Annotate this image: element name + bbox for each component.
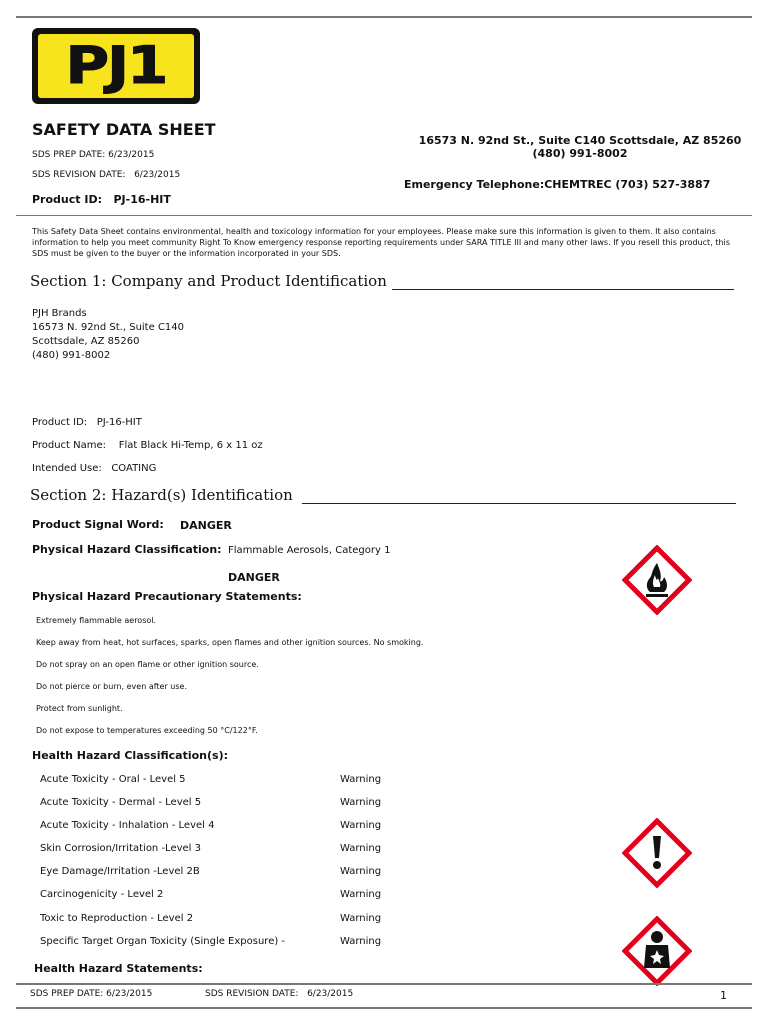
intro-text: This Safety Data Sheet contains environmental, health and toxicology information for your employees. Please make sure this information is given to them. It also contains information to help you meet community Right To Know emergency response reporting requirements under SARA TITLE III and many other laws. If you resell this product, this SDS must be given to the buyer or the information incorporated in your SDS. xyxy=(32,227,730,258)
header-product-id: Product ID: PJ-16-HIT xyxy=(32,193,171,206)
pj1-logo: PJ1 xyxy=(32,28,200,104)
health-class-word: Warning xyxy=(340,913,382,924)
health-class-name: Acute Toxicity - Oral - Level 5 xyxy=(40,774,186,785)
precautionary-label: Physical Hazard Precautionary Statements: xyxy=(32,590,302,603)
health-statements-label: Health Hazard Statements: xyxy=(34,962,203,975)
footer-rule xyxy=(16,983,752,985)
exclamation-pictogram-icon xyxy=(622,818,692,888)
section-2-line xyxy=(302,503,736,504)
health-class-word: Warning xyxy=(340,889,382,900)
health-class-name: Carcinogenicity - Level 2 xyxy=(40,889,164,900)
company-block: PJH Brands 16573 N. 92nd St., Suite C140 Scottsdale, AZ 85260 (480) 991-8002 xyxy=(32,308,185,361)
revision-date: SDS REVISION DATE: 6/23/2015 xyxy=(32,170,181,180)
health-class-label: Health Hazard Classification(s): xyxy=(32,749,229,762)
health-class-name: Specific Target Organ Toxicity (Single Exposure) - xyxy=(40,936,286,947)
product-name-row: Product Name: Flat Black Hi-Temp, 6 x 11 oz xyxy=(32,440,263,451)
footer-revision-date: SDS REVISION DATE: 6/23/2015 xyxy=(205,989,354,999)
precaution-5: Protect from sunlight. xyxy=(36,704,123,713)
physical-signal: DANGER xyxy=(228,571,280,584)
signal-word-value: DANGER xyxy=(180,519,232,532)
health-class-name: Acute Toxicity - Dermal - Level 5 xyxy=(40,797,202,808)
footer-prep-date: SDS PREP DATE: 6/23/2015 xyxy=(30,989,153,999)
health-class-word: Warning xyxy=(340,843,382,854)
health-class-word: Warning xyxy=(340,866,382,877)
physical-class-label: Physical Hazard Classification: xyxy=(32,543,222,556)
precaution-6: Do not expose to temperatures exceeding 50 °C/122°F. xyxy=(36,726,258,735)
health-class-name: Acute Toxicity - Inhalation - Level 4 xyxy=(40,820,215,831)
emergency-telephone: Emergency Telephone:CHEMTREC (703) 527-3887 xyxy=(404,178,711,191)
health-class-name: Eye Damage/Irritation -Level 2B xyxy=(40,866,200,877)
precaution-2: Keep away from heat, hot surfaces, sparks, open flames and other ignition sources. No smoking. xyxy=(36,638,424,647)
page-title: SAFETY DATA SHEET xyxy=(32,120,216,139)
health-class-word: Warning xyxy=(340,797,382,808)
section-1-title: Section 1: Company and Product Identification xyxy=(30,272,387,290)
precaution-4: Do not pierce or burn, even after use. xyxy=(36,682,187,691)
intended-use-row: Intended Use: COATING xyxy=(32,463,157,474)
prep-date: SDS PREP DATE: 6/23/2015 xyxy=(32,150,155,160)
section-2-title: Section 2: Hazard(s) Identification xyxy=(30,486,293,504)
header-rule xyxy=(16,215,752,216)
health-class-word: Warning xyxy=(340,820,382,831)
health-class-word: Warning xyxy=(340,774,382,785)
health-class-name: Toxic to Reproduction - Level 2 xyxy=(40,913,194,924)
health-class-name: Skin Corrosion/Irritation -Level 3 xyxy=(40,843,201,854)
page-number: 1 xyxy=(720,989,727,1002)
company-address: 16573 N. 92nd St., Suite C140 Scottsdale, AZ 85260 (480) 991-8002 xyxy=(418,134,742,160)
signal-word-label: Product Signal Word: xyxy=(32,518,164,531)
flame-pictogram-icon xyxy=(622,545,692,615)
product-id-row: Product ID: PJ-16-HIT xyxy=(32,417,142,428)
health-hazard-pictogram-icon xyxy=(622,916,692,986)
health-class-word: Warning xyxy=(340,936,382,947)
top-rule xyxy=(16,16,752,18)
physical-class-value: Flammable Aerosols, Category 1 xyxy=(228,545,391,556)
precaution-1: Extremely flammable aerosol. xyxy=(36,616,157,625)
bottom-rule xyxy=(16,1007,752,1009)
precaution-3: Do not spray on an open flame or other ignition source. xyxy=(36,660,259,669)
section-1-line xyxy=(392,289,734,290)
